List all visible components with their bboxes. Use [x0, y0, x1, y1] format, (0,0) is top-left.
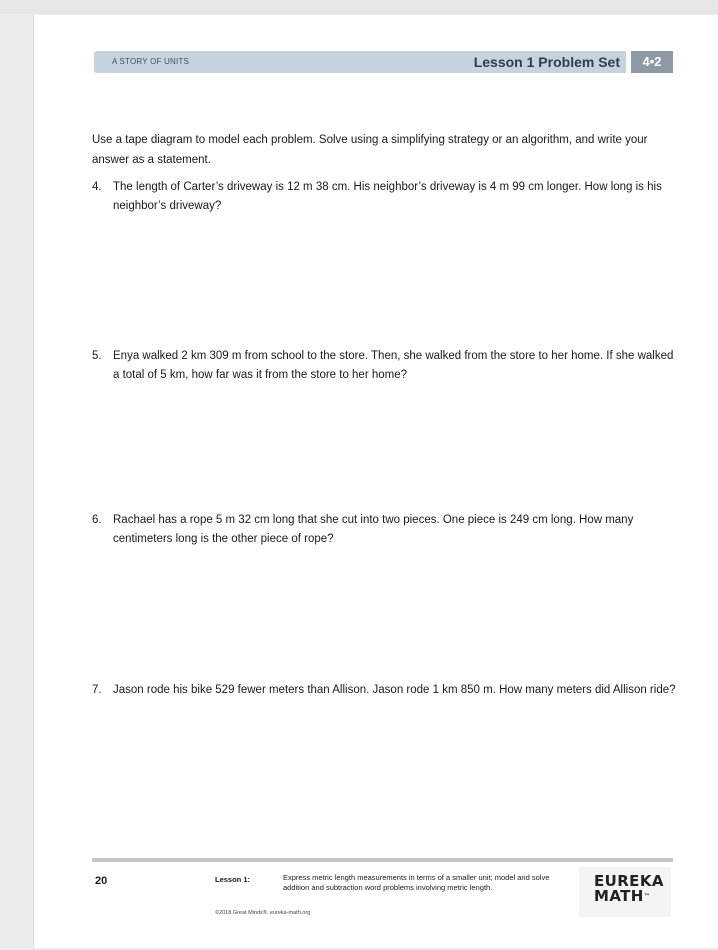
logo-line-1: EUREKA: [594, 872, 664, 890]
footer-lesson-description: Express metric length measurements in terms of a smaller unit; model and solve addition and subtraction word problems involving metric length.: [283, 873, 550, 892]
problem-text: The length of Carter’s driveway is 12 m 38 cm. His neighbor’s driveway is 4 m 99 cm longer. How long is his neighbor’s driveway?: [113, 181, 662, 212]
trademark-symbol: ™: [643, 893, 651, 900]
problem-7: [92, 681, 677, 700]
problem-number: 7.: [92, 684, 102, 696]
problem-text: Rachael has a rope 5 m 32 cm long that she cut into two pieces. One piece is 249 cm long. How many centimeters long is the other piece of rope?: [113, 514, 634, 545]
problem-5: [92, 347, 677, 385]
problem-4: [92, 178, 677, 216]
logo-line-2: MATH: [594, 887, 644, 905]
footer-divider: [92, 858, 673, 862]
lesson-header-bar: [94, 51, 626, 73]
problem-text: Enya walked 2 km 309 m from school to the store. Then, she walked from the store to her home. If she walked a total of 5 km, how far was it from the store to her home?: [113, 350, 674, 381]
problem-text: Jason rode his bike 529 fewer meters than Allison. Jason rode 1 km 850 m. How many meters did Allison ride?: [113, 684, 676, 696]
grade-module-badge: 4•2: [631, 51, 673, 73]
problem-number: 5.: [92, 350, 102, 362]
page-number: 20: [95, 875, 108, 887]
document-page: [33, 15, 718, 948]
problem-number: 6.: [92, 514, 102, 526]
problem-number: 4.: [92, 181, 102, 193]
problem-6: [92, 511, 677, 549]
copyright-notice: ©2018 Great Minds®. eureka-math.org: [215, 910, 311, 916]
footer-lesson-label: Lesson 1:: [215, 875, 251, 884]
eureka-math-logo: [579, 867, 671, 917]
instructions: Use a tape diagram to model each problem. Solve using a simplifying strategy or an algorithm, and write your answer as a statement.: [92, 134, 648, 166]
series-label: A STORY OF UNITS: [112, 57, 189, 66]
top-strip: [0, 0, 718, 14]
page-title: Lesson 1 Problem Set: [473, 54, 620, 70]
